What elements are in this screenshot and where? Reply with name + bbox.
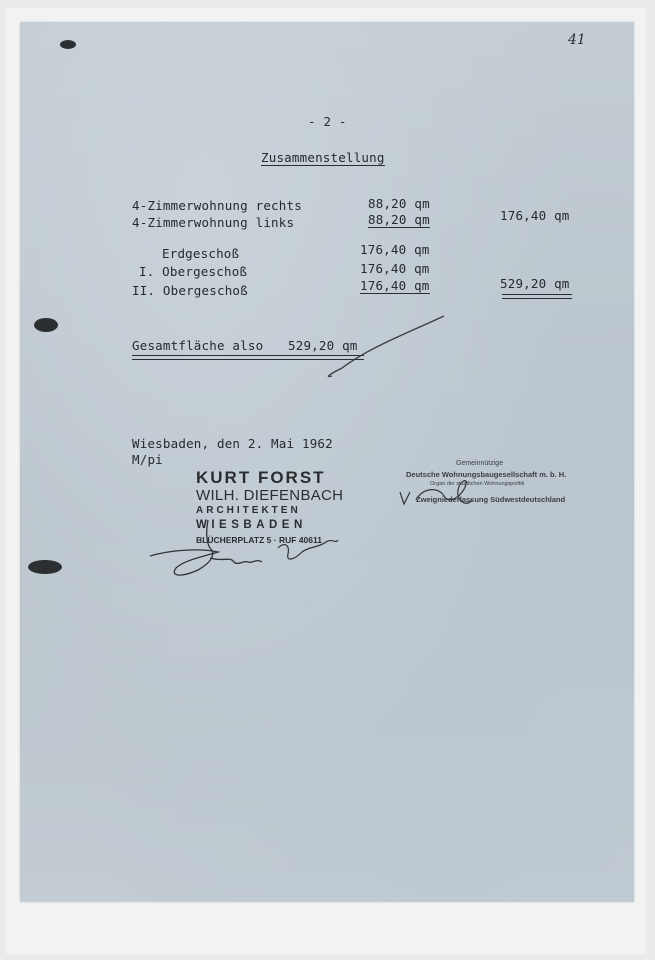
place-date: Wiesbaden, den 2. Mai 1962 <box>132 436 333 451</box>
stamp-name-2: WILH. DIEFENBACH <box>196 487 344 504</box>
company-stamp-line1: Gemeinnützige <box>456 460 504 467</box>
floor-value-1: 176,40 qm <box>360 242 430 257</box>
total-label: Gesamtfläche also <box>132 338 264 353</box>
stamp-address: BLÜCHERPLATZ 5 · RUF 40611 <box>196 535 322 545</box>
stamp-profession: ARCHITEKTEN <box>196 505 301 516</box>
floor-value-2: 176,40 qm <box>360 261 430 276</box>
document-page <box>20 22 634 902</box>
page-title: Zusammenstellung <box>261 150 385 165</box>
stamp-name-1: KURT FORST <box>196 468 326 487</box>
unit-value-1: 88,20 qm <box>368 196 430 211</box>
floor-label-2: I. Obergeschoß <box>139 264 248 279</box>
unit-label-1: 4-Zimmerwohnung rechts <box>132 198 302 213</box>
company-stamp-line4: Zweigniederlassung Südwestdeutschland <box>416 495 566 504</box>
unit-label-2: 4-Zimmerwohnung links <box>132 215 295 230</box>
total-value: 529,20 qm <box>288 338 358 353</box>
units-total: 176,40 qm <box>500 208 570 223</box>
floor-value-3: 176,40 qm <box>360 278 430 293</box>
floor-label-3: II. Obergeschoß <box>132 283 248 298</box>
unit-value-2: 88,20 qm <box>368 212 430 227</box>
author-initials: M/pi <box>132 452 163 467</box>
company-stamp-line3: Organ der staatlichen Wohnungspolitik <box>430 481 525 487</box>
floor-label-1: Erdgeschoß <box>162 246 240 261</box>
stamp-city: WIESBADEN <box>196 519 307 531</box>
company-stamp-line2: Deutsche Wohnungsbaugesellschaft m. b. H. <box>406 470 567 479</box>
floors-total: 529,20 qm <box>500 276 570 291</box>
handwritten-page-number: 41 <box>568 32 586 48</box>
company-signature <box>20 22 634 902</box>
page-number: - 2 - <box>308 114 347 129</box>
